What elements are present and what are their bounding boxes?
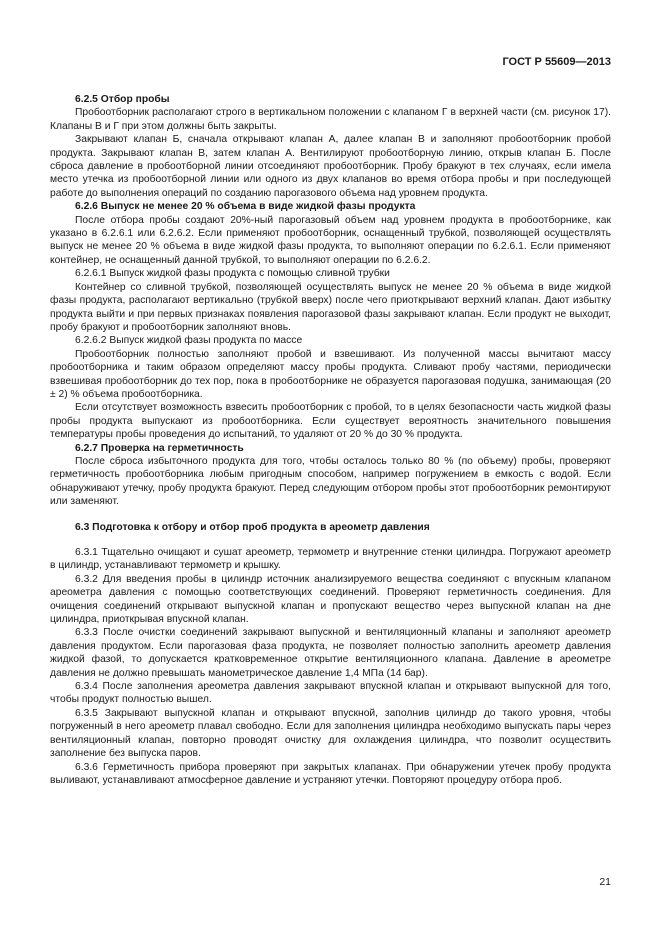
paragraph: Закрывают клапан Б, сначала открывают клапан А, далее клапан В и заполняют пробоотборник пробой продукта. Закрывают клапан В, затем клапан А. Вентилируют пробоотборную линию, открыв клапан Б. После сброса давление в пробоотборной линии отсоединяют пробоотборник. Пробу бракуют в тех случаях, если имела место утечка из пробоотборной линии или одного из двух клапанов во время отбора пробы и при последующей работе до выполнения операций по созданию парогазового объема над уровнем продукта. (50, 134, 611, 199)
page-number: 21 (599, 876, 611, 888)
paragraph: 6.3.5 Закрывают выпускной клапан и открывают впускной, заполнив цилиндр до такого уровня, чтобы погруженный в него ареометр плавал свободно. Если для заполнения цилиндра необходимо выпускать пары через вентиляционный клапан, повторно проводят очистку для охлаждения цилиндра, что позволит осуществить заполнение без выпуска паров. (50, 707, 611, 760)
section-heading: 6.3 Подготовка к отбору и отбор проб продукта в ареометр давления (75, 521, 430, 533)
paragraph: Пробоотборник полностью заполняют пробой и взвешивают. Из полученной массы вычитают массу пробоотборника и таким образом определяют массу пробы продукта. Сливают пробу частями, периодически взвешивая пробоотборник до тех пор, пока в пробоотборнике не образуется парогазовая подушка, занимающая (20 ± 2) % объема пробоотборника. (50, 348, 611, 400)
paragraph: 6.3.6 Герметичность прибора проверяют при закрытых клапанах. При обнаружении утечек пробу продукта выливают, устанавливают атмосферное давление и устраняют утечки. Повторяют процедуру отбора проб. (50, 761, 611, 786)
paragraph: 6.2.6.1 Выпуск жидкой фазы продукта с помощью сливной трубки (75, 268, 390, 280)
section-heading: 6.2.6 Выпуск не менее 20 % объема в виде жидкой фазы продукта (75, 201, 416, 213)
paragraph: После отбора пробы создают 20%-ный парогазовый объем над уровнем продукта в пробоотборнике, как указано в 6.2.6.1 или 6.2.6.2. Если применяют пробоотборник, оснащенный трубкой, позволяющей осуществлять выпуск не менее 20 % объема в виде жидкой фазы продукта, то выполняют операции по 6.2.6.1. Если применяют контейнер, не оснащенный данной трубкой, то выполняют операции по 6.2.6.2. (50, 214, 611, 266)
paragraph: 6.2.6.2 Выпуск жидкой фазы продукта по массе (75, 335, 303, 347)
paragraph: Контейнер со сливной трубкой, позволяющей осуществлять выпуск не менее 20 % объема в виде жидкой фазы продукта, располагают вертикально (трубкой вверх) после чего приоткрывают верхний клапан. Дают избытку продукта выйти и при первых признаках появления парогазовой фазы закрывают клапан. Если продукт не выходит, пробу бракуют и пробоотборник заполняют вновь. (50, 281, 611, 333)
paragraph: Если отсутствует возможность взвесить пробоотборник с пробой, то в целях безопасности часть жидкой фазы пробы продукта выпускают из пробоотборника. Если существует вероятность значительного повышения температуры пробы проведения до испытаний, то удаляют от 20 % до 30 % продукта. (50, 402, 611, 441)
standard-number: ГОСТ Р 55609—2013 (502, 56, 611, 68)
paragraph: 6.3.4 После заполнения ареометра давления закрывают впускной клапан и открывают выпускной для того, чтобы продукт полностью вышел. (50, 681, 611, 706)
paragraph: 6.3.2 Для введения пробы в цилиндр источник анализируемого вещества соединяют с впускным клапаном ареометра давления с помощью соответствующих соединений. Проверяют герметичность соединения. Для очищения соединений открывают выпускной клапан и пропускают вещество через выпускной клапан на дне цилиндра, приоткрывая впускной клапан. (50, 573, 611, 626)
paragraph: 6.3.1 Тщательно очищают и сушат ареометр, термометр и внутренние стенки цилиндра. Погружают ареометр в цилиндр, устанавливают термометр и крышку. (50, 547, 611, 572)
paragraph: 6.3.3 После очистки соединений закрывают выпускной и вентиляционный клапаны и заполняют ареометр давления продуктом. Если парогазовая фаза продукта, не позволяет полностью заполнить ареометр давления жидкой фазой, то допускается кратковременное открытие вентиляционного клапана. Давление в ареометре давления не должно превышать манометрическое давление 1,4 МПа (14 бар). (50, 627, 611, 679)
document-body (50, 93, 611, 787)
paragraph: После сброса избыточного продукта для того, чтобы осталось только 80 % (по объему) пробы, проверяют герметичность пробоотборника любым пригодным способом, например погружением в емкость с водой. Если обнаруживают утечку, пробу продукта бракуют. Перед следующим отбором пробы этот пробоотборник ремонтируют или заменяют. (50, 455, 611, 508)
paragraph: Пробоотборник располагают строго в вертикальном положении с клапаном Г в верхней части (см. рисунок 17). Клапаны В и Г при этом должны быть закрыты. (50, 107, 611, 132)
section-heading: 6.2.7 Проверка на герметичность (75, 442, 244, 454)
section-heading: 6.2.5 Отбор пробы (75, 94, 170, 105)
